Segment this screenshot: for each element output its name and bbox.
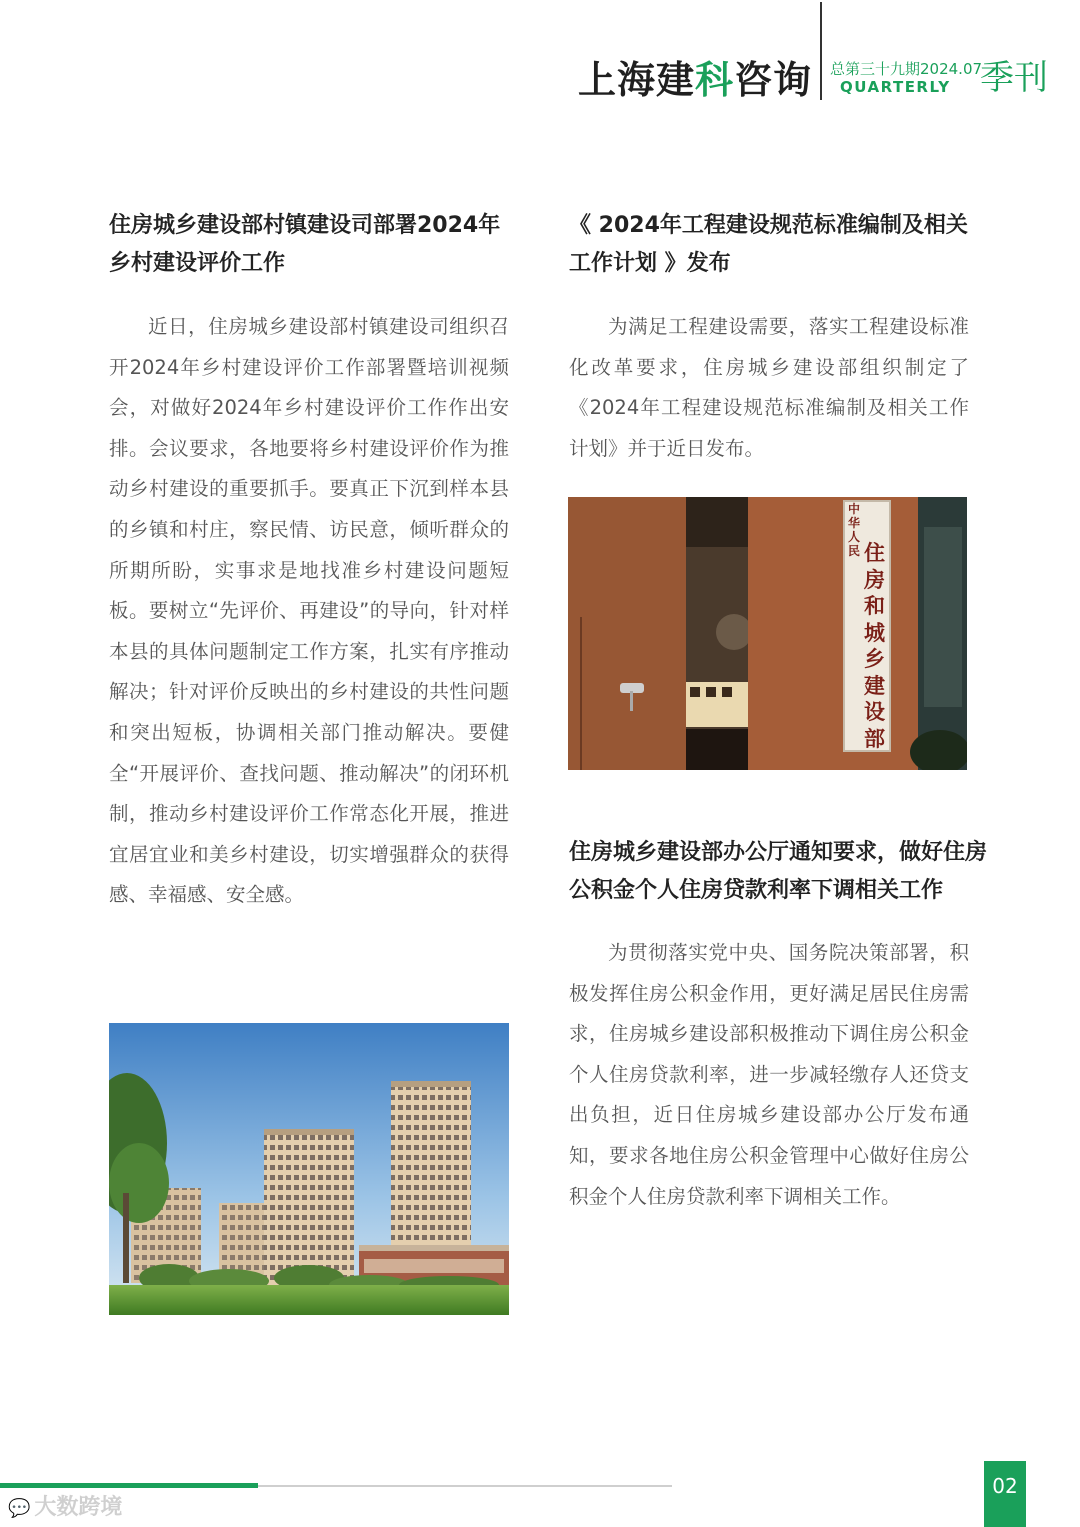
footer-rule [258, 1485, 672, 1487]
ministry-plaque-photo [568, 497, 967, 770]
plaque-small-text-right: 中华人民 [848, 502, 861, 558]
article-2-title: 《 2024年工程建设规范标准编制及相关工作计划 》发布 [569, 213, 968, 276]
footer-accent-bar [0, 1483, 258, 1488]
watermark [8, 1490, 122, 1521]
magazine-title-green-char: 科 [695, 58, 735, 102]
speech-bubble-icon: 💬 [8, 1498, 31, 1519]
magazine-title [578, 52, 812, 108]
article-2-body: 为满足工程建设需要，落实工程建设标准化改革要求，住房城乡建设部组织制定了《2024年工程建设规范标准编制及相关工作计划》并于近日发布。 [569, 315, 969, 460]
article-3-title: 住房城乡建设部办公厅通知要求，做好住房公积金个人住房贷款利率下调相关工作 [569, 840, 988, 903]
residential-buildings-photo [109, 1023, 509, 1315]
article-1-title: 住房城乡建设部村镇建设司部署2024年乡村建设评价工作 [109, 213, 501, 276]
article-1-body: 近日，住房城乡建设部村镇建设司组织召开2024年乡村建设评价工作部署暨培训视频会，对做好2024年乡村建设评价工作作出安排。会议要求，各地要将乡村建设评价作为推动乡村建设的重要抓手。要真正下沉到样本县的乡镇和村庄，察民情、访民意，倾听群众的所期所盼，实事求是地找准乡村建设问题短板。要树立“先评价、再建设”的导向，针对样本县的具体问题制定工作方案，扎实有序推动解决；针对评价反映出的乡村建设的共性问题和突出短板，协调相关部门推动解决。要健全“开展评价、查找问题、推动解决”的闭环机制，推动乡村建设评价工作常态化开展，推进宜居宜业和美乡村建设，切实增强群众的获得感、幸福感、安全感。 [109, 315, 509, 907]
page-number-box [984, 1461, 1026, 1527]
watermark-text: 大数跨境 [34, 1495, 123, 1520]
quarterly-label: QUARTERLY [840, 78, 951, 96]
plaque-main-text: 住房和城乡建设部 [864, 541, 885, 751]
jikan-label: 季刊 [980, 58, 1048, 98]
magazine-title-part1: 上海建 [578, 58, 696, 102]
page-number: 02 [992, 1474, 1018, 1498]
article-3-body: 为贯彻落实党中央、国务院决策部署，积极发挥住房公积金作用，更好满足居民住房需求，住房城乡建设部积极推动下调住房公积金个人住房贷款利率，进一步减轻缴存人还贷支出负担，近日住房城乡建设部办公厅发布通知，要求各地住房公积金管理中心做好住房公积金个人住房贷款利率下调相关工作。 [569, 941, 969, 1208]
issue-number: 总第三十九期2024.07 [830, 60, 983, 78]
masthead-divider [820, 2, 822, 100]
magazine-title-part2: 咨询 [734, 58, 813, 102]
